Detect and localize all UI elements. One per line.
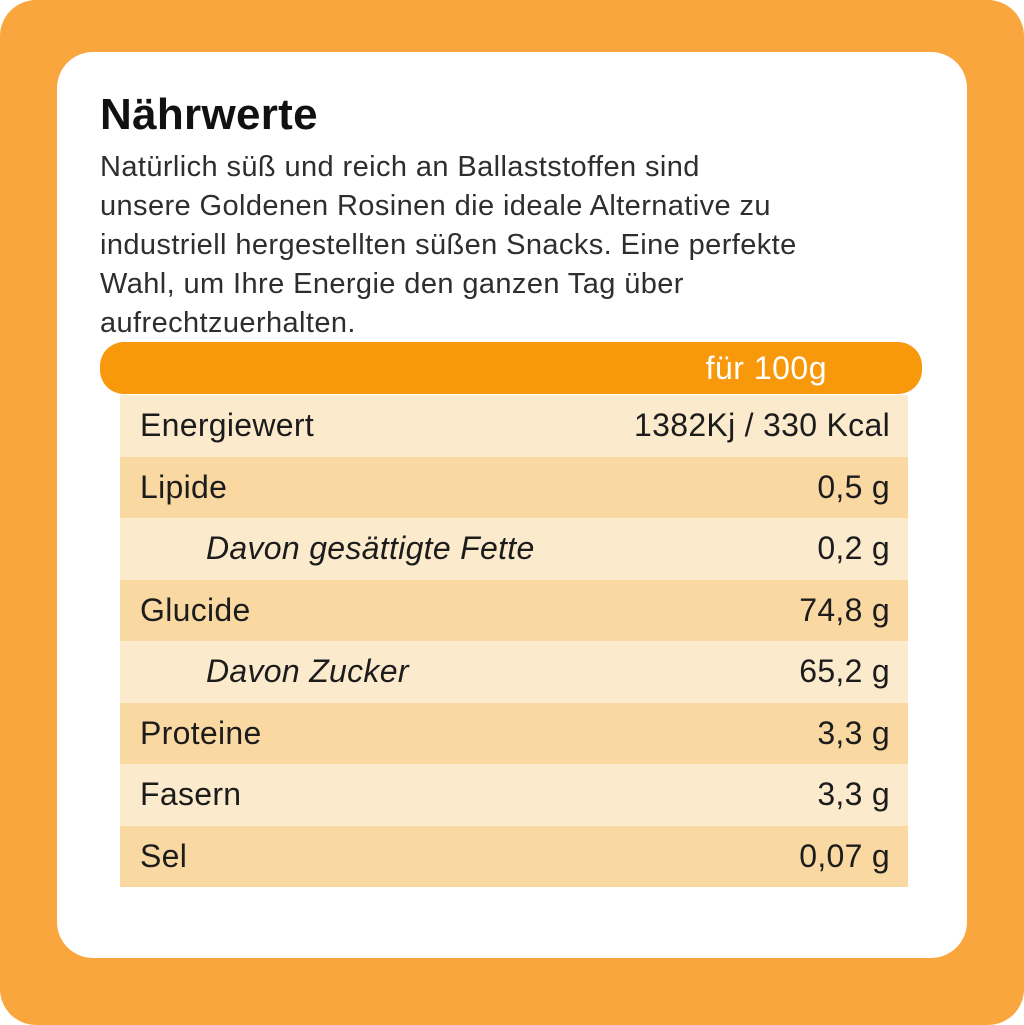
nutrient-value: 0,07 g [799, 837, 890, 874]
nutrient-label: Davon gesättigte Fette [206, 530, 535, 567]
description-paragraph [100, 148, 936, 343]
row-glucide [120, 580, 908, 642]
nutrient-value: 3,3 g [817, 776, 890, 813]
row-energiewert [120, 395, 908, 457]
nutrition-card [57, 52, 967, 958]
description-line: unsere Goldenen Rosinen die ideale Alternative zu [100, 190, 771, 222]
nutrient-label: Proteine [140, 714, 262, 751]
description-line: industriell hergestellten süßen Snacks. Eine perfekte [100, 229, 797, 261]
nutrient-value: 1382Kj / 330 Kcal [634, 407, 890, 444]
description-line: Wahl, um Ihre Energie den ganzen Tag über [100, 268, 684, 300]
nutrient-value: 0,5 g [817, 468, 890, 505]
row-proteine [120, 703, 908, 765]
row-lipide [120, 457, 908, 519]
nutrition-table [120, 395, 908, 887]
nutrient-value: 74,8 g [799, 591, 890, 628]
row-davon-gesaettigte-fette [120, 518, 908, 580]
nutrient-value: 65,2 g [799, 653, 890, 690]
nutrient-label: Glucide [140, 591, 251, 628]
row-davon-zucker [120, 641, 908, 703]
table-header-label: für 100g [705, 350, 827, 386]
table-header-bar [100, 342, 922, 394]
row-fasern [120, 764, 908, 826]
nutrient-value: 3,3 g [817, 714, 890, 751]
nutrient-label: Lipide [140, 468, 228, 505]
nutrient-value: 0,2 g [817, 530, 890, 567]
nutrient-label: Sel [140, 837, 188, 874]
nutrient-label: Davon Zucker [206, 653, 409, 690]
description-line: aufrechtzuerhalten. [100, 307, 356, 339]
nutrient-label: Energiewert [140, 407, 315, 444]
row-sel [120, 826, 908, 888]
page-title: Nährwerte [100, 90, 318, 139]
nutrient-label: Fasern [140, 776, 242, 813]
description-line: Natürlich süß und reich an Ballaststoffen sind [100, 151, 700, 183]
